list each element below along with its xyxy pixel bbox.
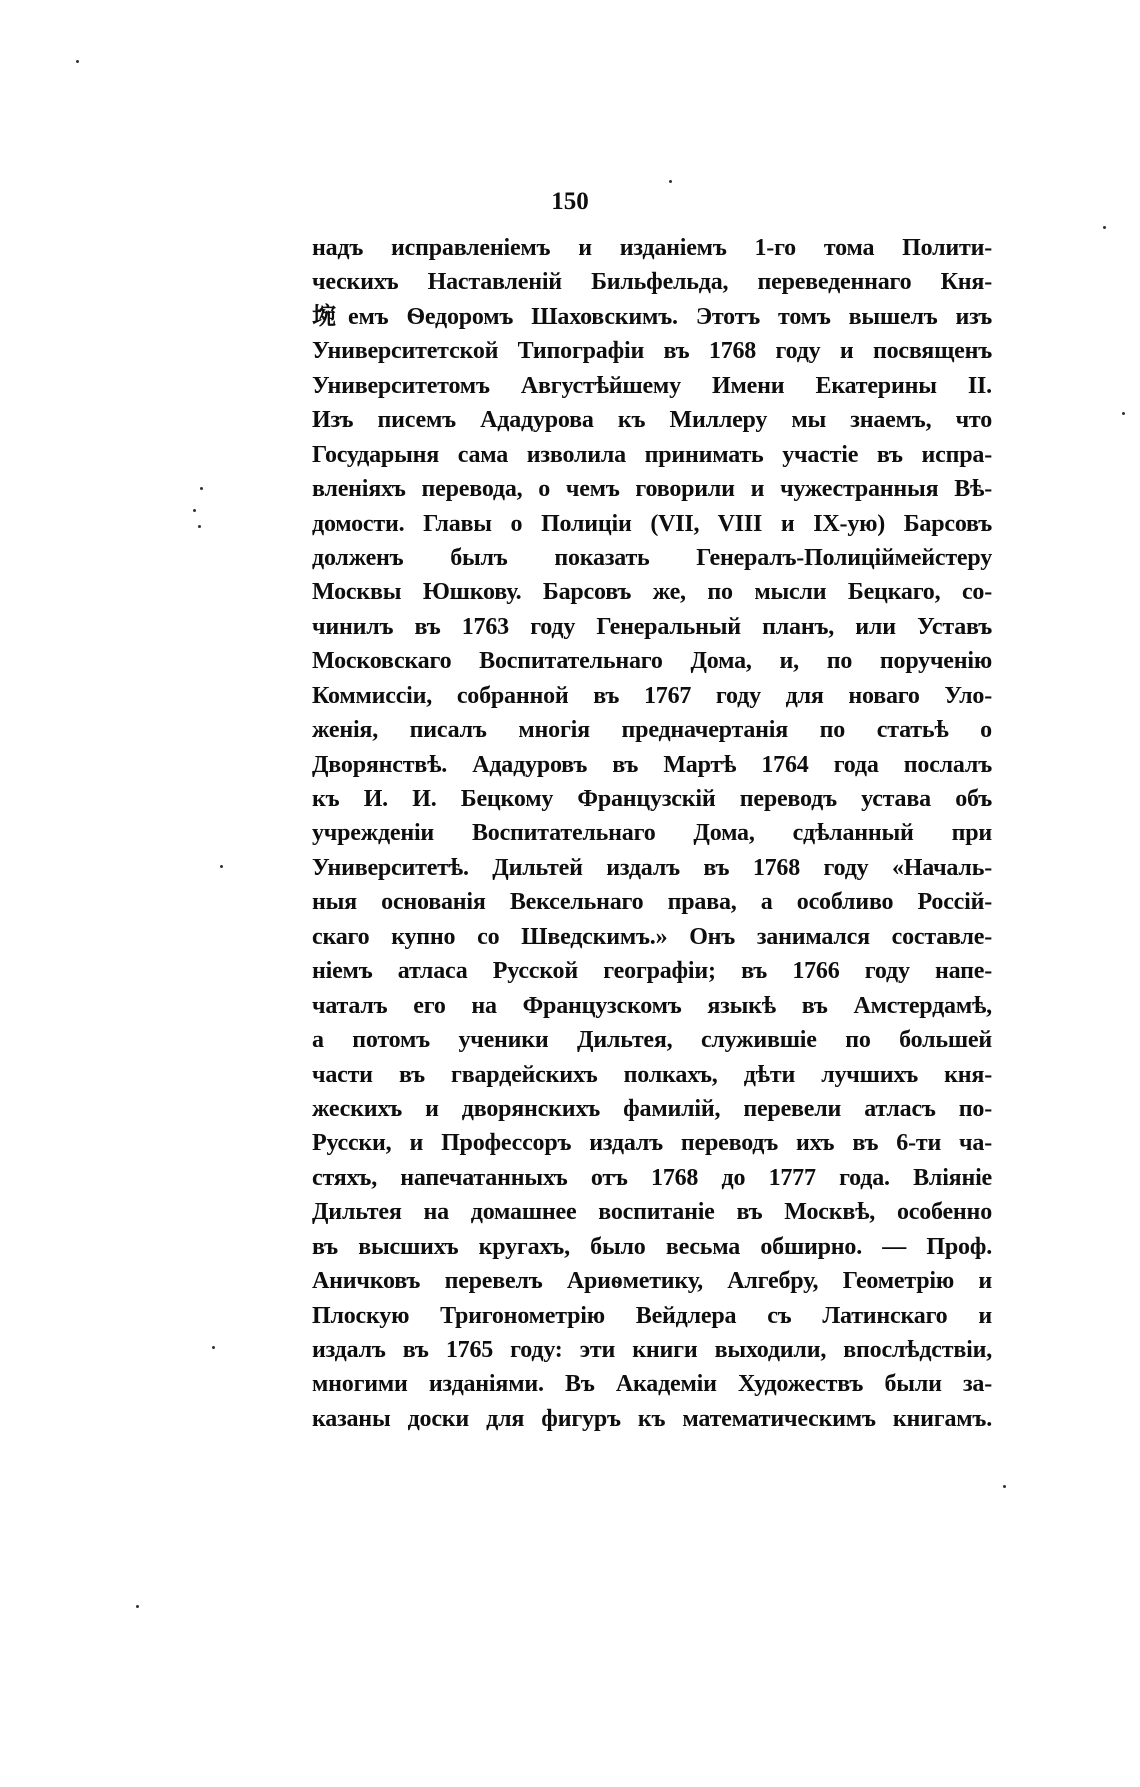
text-line: части въ гвардейскихъ полкахъ, дѣти лучшихъ кня- xyxy=(312,1061,992,1088)
text-line: долженъ былъ показать Генералъ-Полицiймейстеру xyxy=(312,544,992,571)
text-line: къ И. И. Бецкому Французскій переводъ устава объ xyxy=(312,786,992,812)
scan-speck xyxy=(1103,226,1106,229)
scan-speck xyxy=(1122,412,1125,415)
scan-speck xyxy=(198,525,201,528)
text-line: въ высшихъ кругахъ, было весьма обширно. — Проф. xyxy=(312,1233,992,1260)
page-number: 150 xyxy=(551,188,589,215)
text-line: Русски, и Профессоръ издалъ переводъ ихъ въ 6-ти ча- xyxy=(312,1130,992,1157)
scan-speck xyxy=(193,509,196,512)
text-line: Государыня сама изволила принимать участіе въ испра- xyxy=(312,441,992,468)
scan-speck xyxy=(669,180,672,183)
text-line: учрежденіи Воспитательнаго Дома, сдѣланный при xyxy=(312,820,992,847)
text-line: домости. Главы о Полиціи (VII, VIII и IX-ую) Барсовъ xyxy=(312,510,992,537)
text-line: женія, писалъ многія предначертанія по статьѣ о xyxy=(312,717,992,744)
text-line: чаталъ его на Французскомъ языкѣ въ Амстердамѣ, xyxy=(312,992,992,1019)
text-line: ныя основанія Вексельнаго права, а особливо Россій- xyxy=(312,889,992,916)
text-line: чинилъ въ 1763 году Генеральный планъ, или Уставъ xyxy=(312,613,992,640)
text-line: ніемъ атласа Русской географіи; въ 1766 году напе- xyxy=(312,958,992,985)
text-line: Аничковъ перевелъ Ариѳметику, Алгебру, Геометрію и xyxy=(312,1268,992,1295)
scan-speck xyxy=(136,1605,139,1608)
text-line: а потомъ ученики Дильтея, служившіе по большей xyxy=(312,1027,992,1054)
scan-speck xyxy=(220,865,223,868)
text-line: Плоскую Тригонометрію Вейдлера съ Латинскаго и xyxy=(312,1302,992,1329)
text-line: вленіяхъ перевода, о чемъ говорили и чужестранныя Вѣ- xyxy=(312,476,992,503)
scan-speck xyxy=(1003,1485,1006,1488)
text-line: ческихъ Наставленій Бильфельда, переведеннаго Кня- xyxy=(312,269,992,296)
scan-speck xyxy=(200,487,203,490)
text-line: Университетомъ Августѣйшему Имени Екатерины II. xyxy=(312,372,992,399)
text-line: Коммиссіи, собранной въ 1767 году для новаго Уло- xyxy=(312,682,992,709)
text-line: казаны доски для фигуръ къ математическимъ книгамъ. xyxy=(312,1405,992,1432)
text-line: 埦емъ Ѳедоромъ Шаховскимъ. Этотъ томъ вышелъ изъ xyxy=(312,303,992,330)
text-line: Дильтея на домашнее воспитаніе въ Москвѣ, особенно xyxy=(312,1199,992,1226)
text-line: Москвы Юшкову. Барсовъ же, по мысли Бецкаго, со- xyxy=(312,579,992,606)
body-text xyxy=(312,231,992,1436)
text-line: Московскаго Воспитательнаго Дома, и, по порученію xyxy=(312,648,992,675)
text-line: многими изданіями. Въ Академіи Художествъ были за- xyxy=(312,1371,992,1398)
text-line: скаго купно со Шведскимъ.» Онъ занимался составле- xyxy=(312,923,992,950)
text-line: Изъ писемъ Ададурова къ Миллеру мы знаемъ, что xyxy=(312,407,992,434)
text-line: стяхъ, напечатанныхъ отъ 1768 до 1777 года. Вліяніе xyxy=(312,1164,992,1191)
text-line: жескихъ и дворянскихъ фамилій, перевели атласъ по- xyxy=(312,1095,992,1122)
scan-speck xyxy=(212,1346,215,1349)
scan-speck xyxy=(76,60,79,63)
text-line: издалъ въ 1765 году: эти книги выходили, впослѣдствіи, xyxy=(312,1337,992,1363)
text-line: Университетѣ. Дильтей издалъ въ 1768 году «Началь- xyxy=(312,854,992,881)
text-line: надъ исправленіемъ и изданіемъ 1-го тома Полити- xyxy=(312,235,992,261)
text-line: Дворянствѣ. Ададуровъ въ Мартѣ 1764 года послалъ xyxy=(312,751,992,778)
text-line: Университетской Типографіи въ 1768 году и посвященъ xyxy=(312,338,992,365)
